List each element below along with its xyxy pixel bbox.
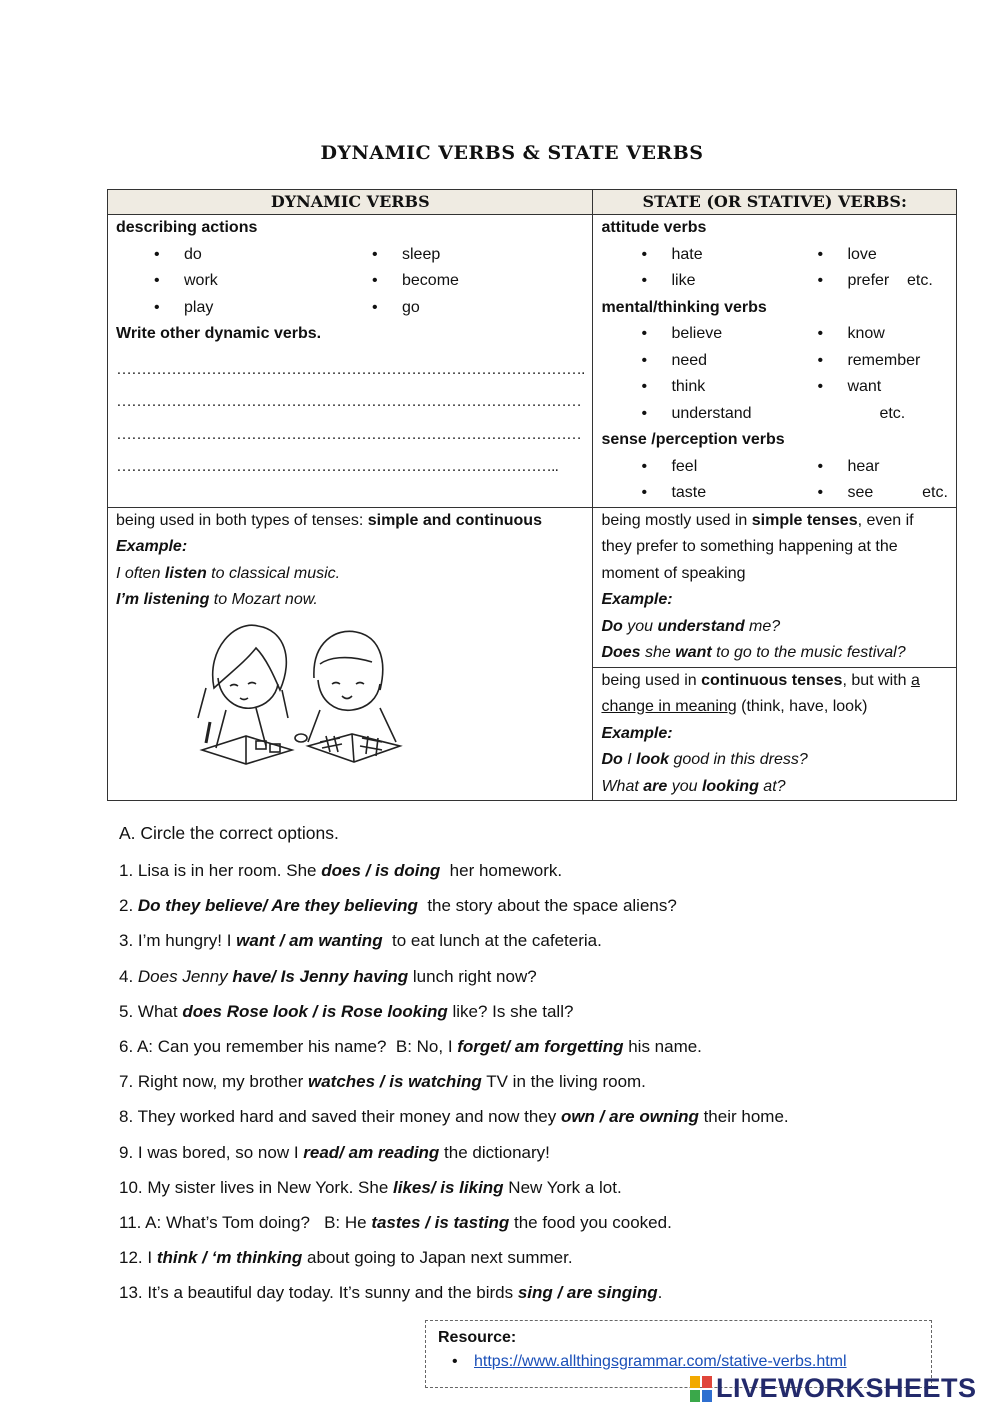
text: at?	[758, 777, 786, 795]
verb-item: • understand	[641, 401, 817, 428]
logo-mark-icon	[690, 1376, 712, 1402]
text: I often	[116, 564, 165, 582]
text: she	[640, 644, 676, 661]
exercise-item	[119, 999, 979, 1034]
verb-item: • feel	[641, 454, 817, 481]
text: me?	[744, 617, 781, 635]
item-text: the dictionary!	[439, 1142, 550, 1162]
answer-options[interactable]: does / is doing	[321, 861, 441, 880]
item-text: 3. I’m hungry! I	[119, 931, 237, 951]
example-label: Example:	[601, 724, 673, 742]
text: , but with	[842, 671, 911, 689]
answer-options[interactable]: own / are owning	[560, 1107, 699, 1127]
item-text-italic: Does Jenny	[137, 966, 233, 986]
item-text: his name.	[623, 1036, 702, 1056]
verb-item: • remember	[817, 348, 947, 375]
exercise-item	[119, 928, 979, 963]
verb: Do	[601, 617, 623, 635]
item-text: 12. I	[119, 1248, 157, 1268]
verb: look	[636, 751, 670, 768]
item-text: lunch right now?	[408, 966, 537, 986]
example-sentence	[601, 774, 947, 801]
item-text: 4.	[119, 966, 138, 986]
verb: are	[643, 777, 668, 795]
item-text: 7. Right now, my brother	[119, 1072, 308, 1092]
verb: looking	[701, 777, 759, 795]
attitude-label: attitude verbs	[601, 219, 707, 236]
verbs-table	[107, 189, 957, 801]
item-text: 1. Lisa is in her room. She	[119, 861, 322, 880]
text: I	[622, 751, 637, 768]
exercise-item	[119, 858, 979, 893]
item-text: 10. My sister lives in New York. She	[119, 1177, 394, 1197]
verb-item: • do	[154, 242, 372, 269]
verb: Does	[601, 644, 641, 661]
item-text: 11. A: What’s Tom doing? B: He	[119, 1212, 372, 1232]
children-reading-illustration	[196, 618, 406, 768]
exercise-item	[119, 1280, 979, 1315]
usage-left-text	[116, 508, 584, 535]
item-text: 8. They worked hard and saved their money and now they	[119, 1107, 561, 1127]
state-verbs-cell	[593, 215, 956, 508]
answer-options[interactable]: forget/ am forgetting	[457, 1036, 624, 1056]
usage-left-cell	[108, 507, 593, 801]
item-text: 5. What	[119, 1001, 183, 1021]
exercise-item	[119, 1175, 979, 1210]
item-text: 2.	[119, 896, 138, 916]
verb-item: • need	[641, 348, 817, 375]
text: to go to the music festival?	[711, 644, 906, 661]
text: to classical music.	[206, 564, 341, 582]
page-title: DYNAMIC VERBS & STATE VERBS	[320, 142, 704, 164]
exercise-item	[119, 1245, 979, 1280]
mental-verb-list	[601, 321, 947, 427]
attitude-verb-list	[601, 242, 947, 295]
verb-item: • want	[817, 374, 947, 401]
verb-item: • taste	[641, 480, 817, 507]
example-sentence	[601, 614, 947, 641]
emphasis: simple tenses	[751, 511, 858, 529]
item-text: to eat lunch at the cafeteria.	[382, 931, 602, 951]
sense-label: sense /perception verbs	[601, 431, 785, 448]
answer-options[interactable]: tastes / is tasting	[371, 1212, 510, 1232]
resource-link[interactable]: • https://www.allthingsgrammar.com/stative-verbs.html	[452, 1353, 847, 1371]
example-sentence	[116, 561, 584, 588]
example-label: Example:	[601, 591, 673, 608]
item-text: about going to Japan next summer.	[302, 1248, 573, 1268]
usage-text: being used in both types of tenses:	[116, 511, 368, 529]
exercise-item	[119, 1034, 979, 1069]
usage-right-text	[601, 508, 947, 588]
verb-item: • know	[817, 321, 947, 348]
etc-label: etc.	[879, 404, 906, 422]
usage-right-continuous-cell	[593, 667, 956, 801]
answer-line[interactable]: …………………………………………………………………………………	[116, 393, 581, 410]
answer-options[interactable]: likes/ is liking	[393, 1177, 504, 1197]
usage-emphasis: simple and continuous	[367, 511, 542, 529]
usage-right-text	[601, 668, 947, 721]
dynamic-verb-list	[116, 242, 584, 322]
verb-item: • work	[154, 268, 372, 295]
exercise-item	[119, 1104, 979, 1139]
answer-options[interactable]: Do they believe/ Are they believing	[137, 896, 418, 916]
text: you	[667, 777, 702, 795]
item-text: 6. A: Can you remember his name? B: No, I	[119, 1036, 458, 1056]
dynamic-category: describing actions	[116, 219, 258, 236]
usage-right-simple-cell	[593, 507, 956, 667]
verb: want	[675, 644, 712, 661]
verb-item: • go	[372, 295, 584, 322]
answer-options[interactable]: does Rose look / is Rose looking	[182, 1001, 448, 1021]
emphasis: continuous tenses	[701, 671, 843, 689]
verb: listen	[164, 564, 207, 582]
section-a-heading: A. Circle the correct options.	[119, 823, 339, 843]
resource-label: Resource:	[438, 1329, 517, 1346]
answer-line[interactable]: ………………………………………………………………………………….	[116, 360, 585, 378]
item-text: like? Is she tall?	[447, 1001, 574, 1021]
answer-options[interactable]: think / ‘m thinking	[156, 1248, 303, 1268]
answer-options[interactable]: want / am wanting	[236, 931, 383, 951]
logo-text: LIVEWORKSHEETS	[716, 1373, 977, 1403]
exercise-list	[119, 858, 979, 1315]
verb: I’m listening	[116, 591, 210, 608]
item-text: New York a lot.	[503, 1177, 622, 1197]
verb-item: • hear	[817, 454, 947, 481]
exercise-item	[119, 1140, 979, 1175]
exercise-item	[119, 893, 979, 928]
answer-line[interactable]: …………………………………………………………………………………	[116, 425, 581, 443]
header-dynamic: DYNAMIC VERBS	[108, 190, 593, 215]
answer-options[interactable]: read/ am reading	[303, 1142, 440, 1162]
text: What	[601, 777, 644, 795]
exercise-item	[119, 964, 979, 999]
item-text: the story about the space aliens?	[417, 896, 677, 916]
verb-item: • hate	[641, 242, 817, 269]
item-text: their home.	[698, 1107, 789, 1127]
text: you	[622, 617, 658, 635]
answer-options[interactable]: have/ Is Jenny having	[232, 966, 409, 986]
underlined-text: a change in meaning	[601, 671, 920, 715]
item-text: TV in the living room.	[481, 1072, 646, 1092]
text: (think, have, look)	[736, 698, 868, 715]
text: , even if they prefer to something happening at the moment of speaking	[601, 511, 914, 582]
verb-item: • become	[372, 268, 584, 295]
text: to Mozart now.	[209, 591, 318, 608]
verb: understand	[657, 617, 745, 635]
verb-item: • like	[641, 268, 817, 295]
item-text: 13. It’s a beautiful day today. It’s sunny and the birds	[119, 1283, 518, 1303]
verb-item: • believe	[641, 321, 817, 348]
verb-item: • sleep	[372, 242, 584, 269]
text: being mostly used in	[601, 511, 752, 529]
mental-label: mental/thinking verbs	[601, 298, 767, 316]
answer-line[interactable]: ……………………………………………………………………………..	[116, 458, 558, 475]
verb-item: • see etc.	[817, 480, 947, 507]
verb-item: • love	[817, 242, 947, 269]
verb-item: • think	[641, 374, 817, 401]
item-text: .	[657, 1283, 663, 1303]
item-text: her homework.	[440, 861, 563, 880]
verb: Do	[601, 751, 623, 768]
verb-item: • prefer etc.	[817, 268, 947, 295]
example-sentence	[601, 640, 947, 667]
example-sentence	[601, 747, 947, 774]
dynamic-prompt: Write other dynamic verbs.	[116, 325, 322, 342]
exercise-item	[119, 1069, 979, 1104]
item-text: the food you cooked.	[509, 1212, 672, 1232]
liveworksheets-logo	[690, 1373, 977, 1404]
text: good in this dress?	[669, 751, 808, 768]
dynamic-verbs-cell	[108, 215, 593, 508]
sense-verb-list	[601, 454, 947, 507]
example-label: Example:	[116, 538, 188, 555]
verb-item: • play	[154, 295, 372, 322]
text: being used in	[601, 671, 702, 689]
exercise-item	[119, 1210, 979, 1245]
answer-options[interactable]: watches / is watching	[307, 1072, 482, 1092]
answer-options[interactable]: sing / are singing	[517, 1283, 658, 1303]
item-text: 9. I was bored, so now I	[119, 1142, 304, 1162]
header-state: STATE (OR STATIVE) VERBS:	[593, 190, 956, 215]
example-sentence	[116, 587, 584, 614]
